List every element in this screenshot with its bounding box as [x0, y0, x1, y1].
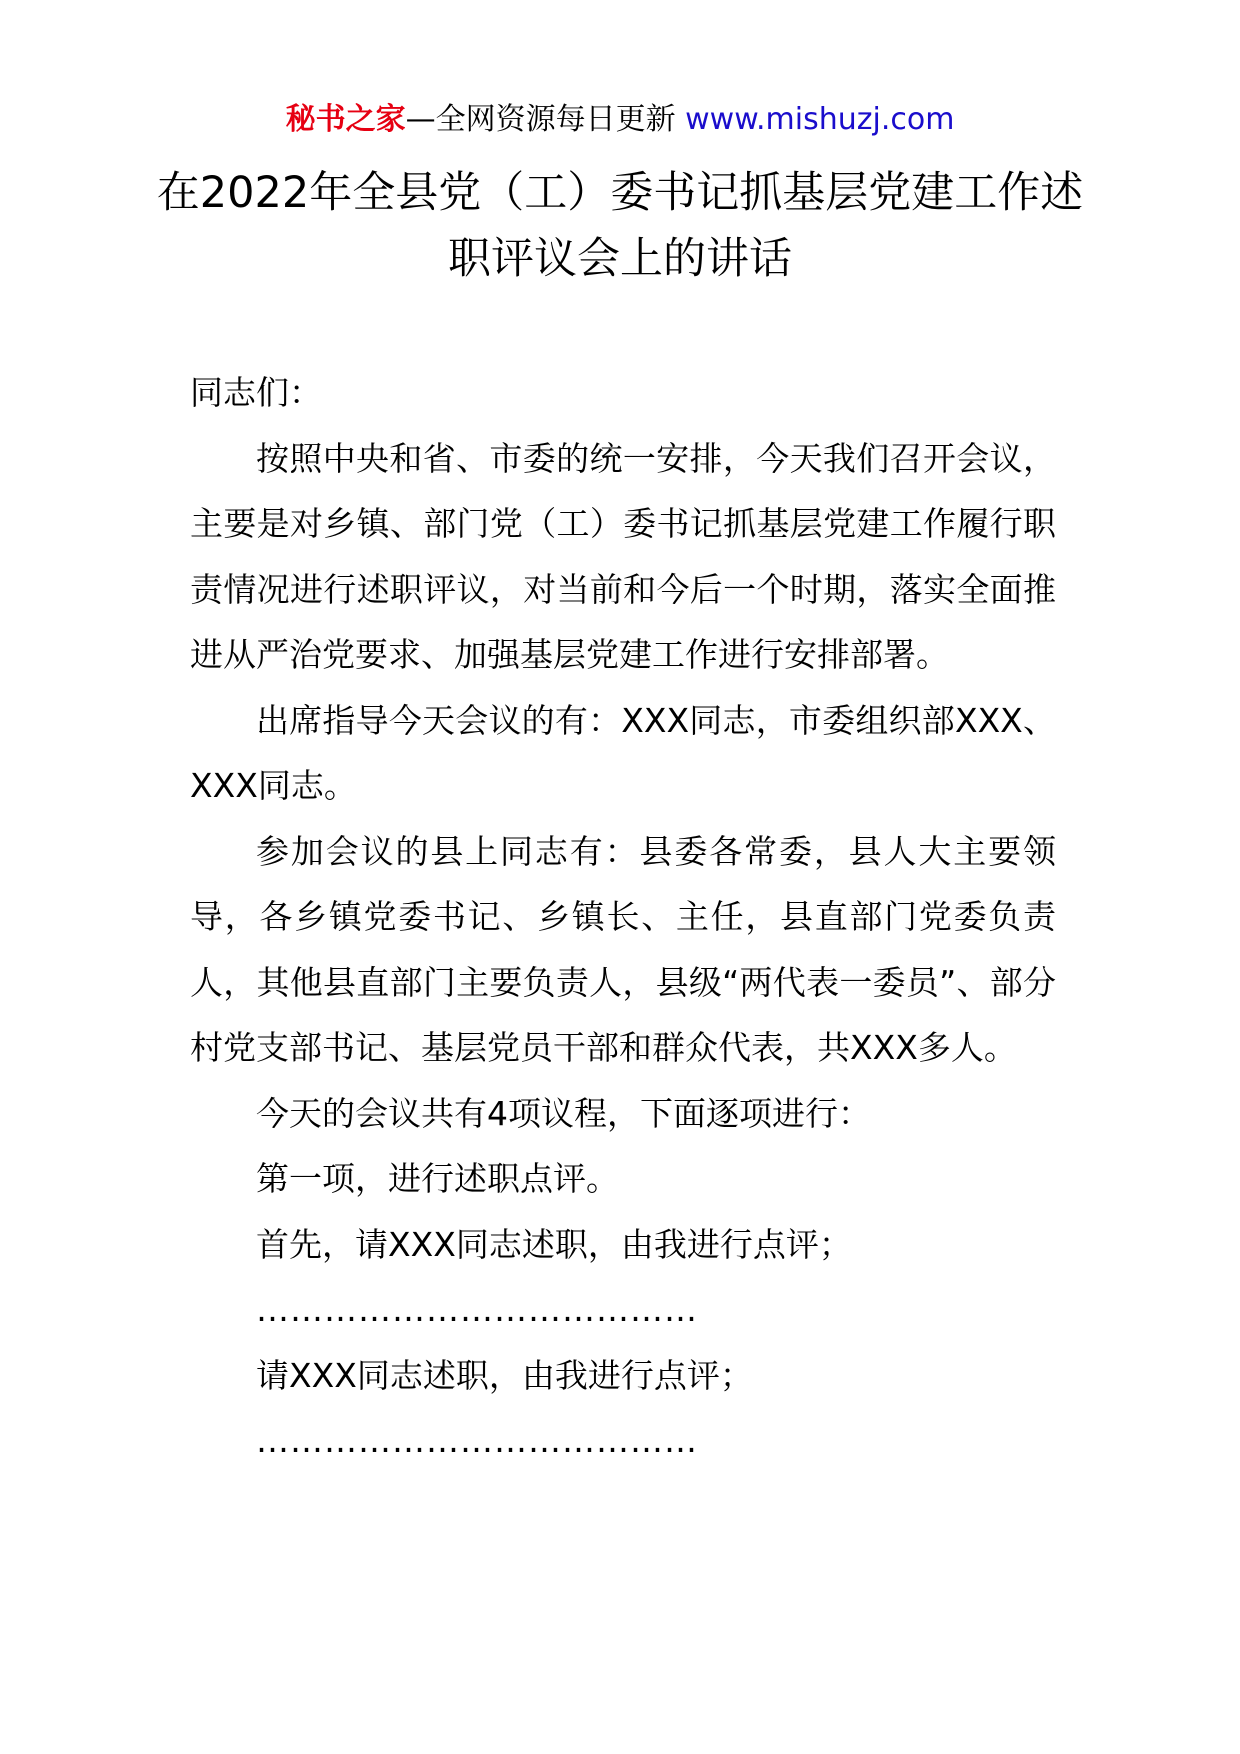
paragraph-attendees-county: 参加会议的县上同志有：县委各常委，县人大主要领导，各乡镇党委书记、乡镇长、主任，县直部门党委负责人，其他县直部门主要负责人，县级“两代表一委员”、部分村党支部书记、基层党员干部和群众代表，共XXX多人。 — [190, 831, 1056, 1067]
paragraph-second-report: 请XXX同志述职，由我进行点评； — [256, 1355, 753, 1395]
site-url-link[interactable]: www.mishuzj.com — [685, 102, 955, 137]
ellipsis-line: ………………………………… — [256, 1421, 698, 1460]
paragraph-attendees-guests: 出席指导今天会议的有：XXX同志，市委组织部XXX、XXX同志。 — [190, 700, 1056, 805]
site-header — [0, 100, 1240, 140]
paragraph-intro: 按照中央和省、市委的统一安排，今天我们召开会议，主要是对乡镇、部门党（工）委书记抓基层党建工作履行职责情况进行述职评议，对当前和今后一个时期，落实全面推进从严治党要求、加强基层党建工作进行安排部署。 — [190, 438, 1056, 674]
paragraph-agenda: 今天的会议共有4项议程，下面逐项进行： — [256, 1093, 871, 1133]
brand-name: 秘书之家 — [285, 102, 406, 137]
paragraph-first-report: 首先，请XXX同志述职，由我进行点评； — [256, 1224, 852, 1264]
header-tagline: —全网资源每日更新 — [405, 102, 686, 137]
document-body — [190, 360, 1056, 1474]
ellipsis-line: ………………………………… — [256, 1290, 698, 1329]
salutation: 同志们： — [190, 373, 322, 412]
document-title: 在2022年全县党（工）委书记抓基层党建工作述职评议会上的讲话 — [156, 168, 1084, 284]
paragraph-item-one: 第一项，进行述职点评。 — [256, 1159, 619, 1198]
